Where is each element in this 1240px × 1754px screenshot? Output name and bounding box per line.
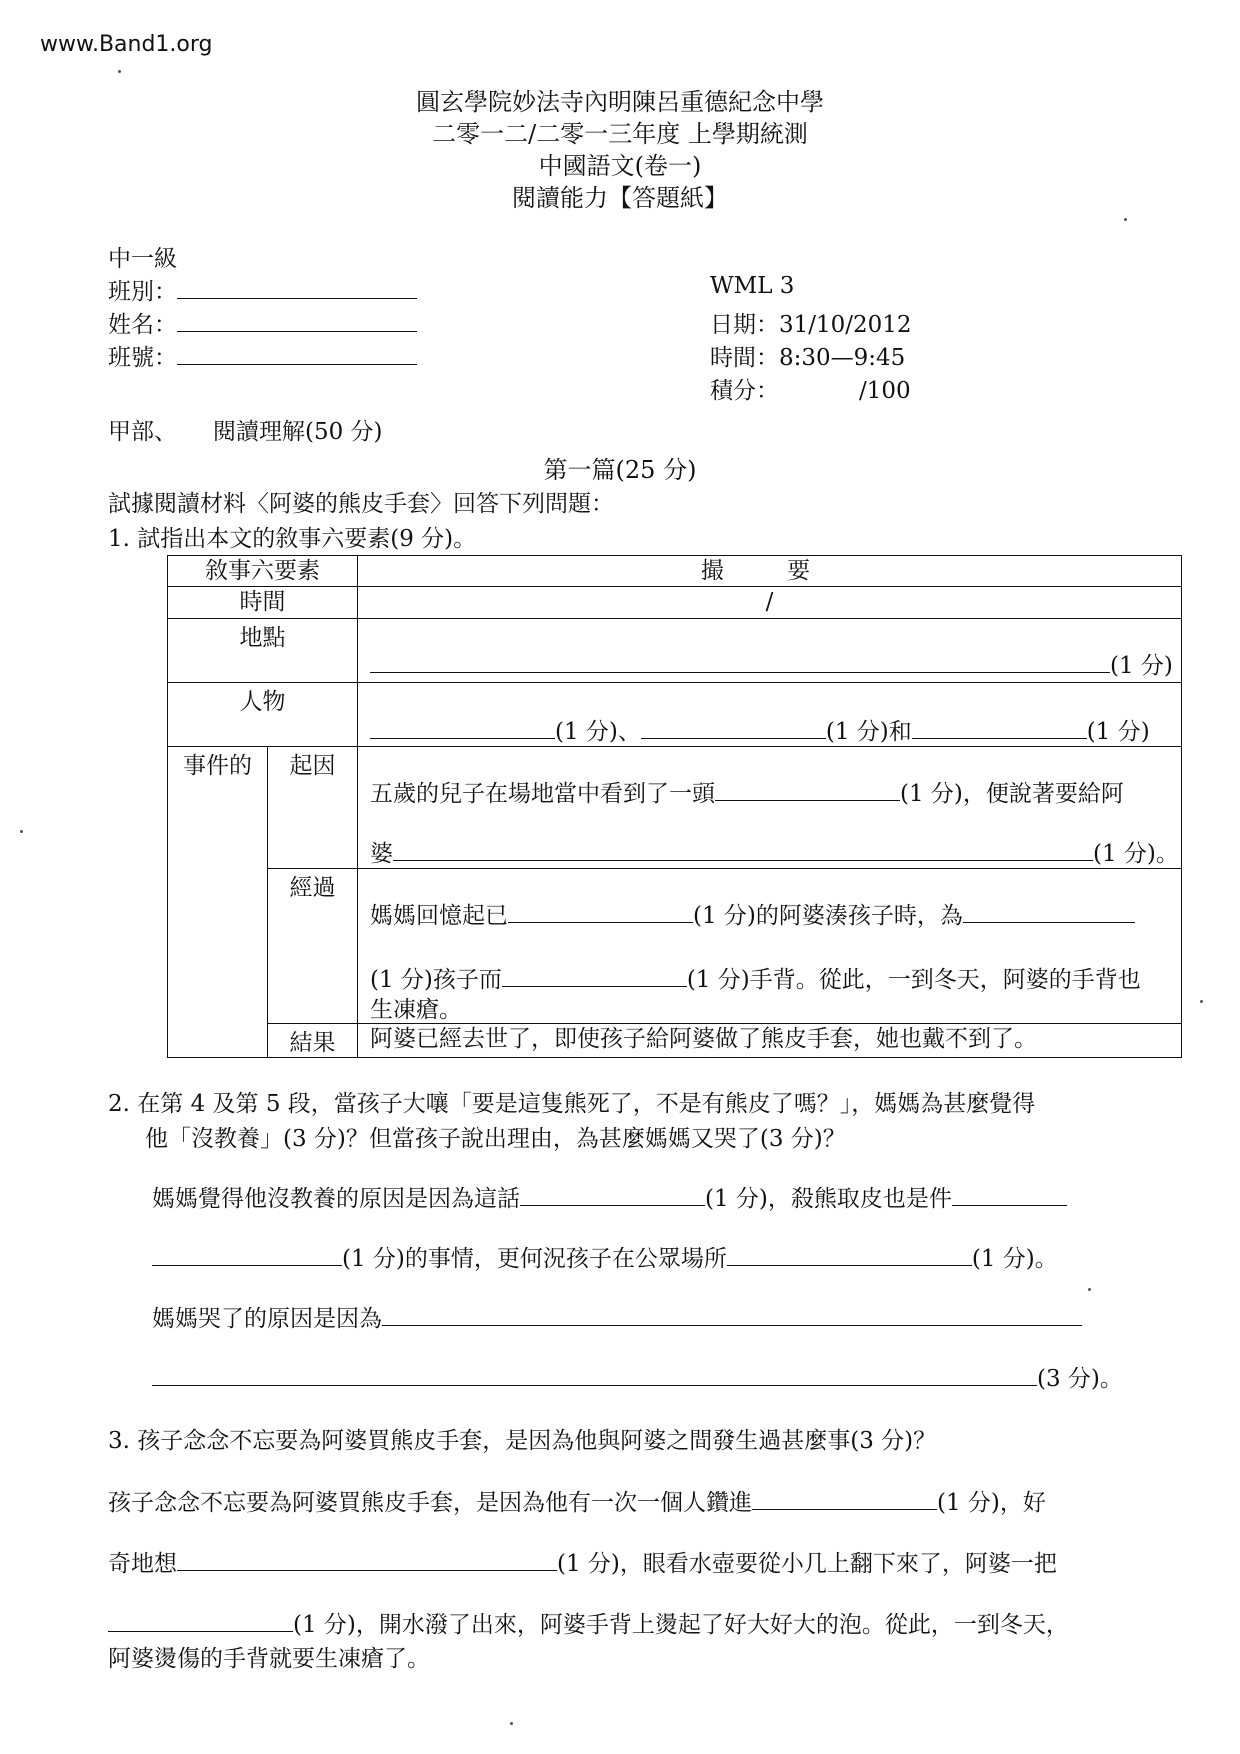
class-label: 班別：: [108, 279, 177, 305]
scan-speck: [118, 70, 121, 73]
q2-blank-6[interactable]: [152, 1363, 1037, 1386]
cause-text-1: 五歲的兒子在場地當中看到了一頭: [370, 781, 715, 807]
time-label: 時間: [168, 587, 358, 619]
q1-prompt: 1. 試指出本文的敘事六要素(9 分)。: [108, 526, 477, 552]
q3-answer-line-1: [108, 1484, 1046, 1517]
q3-answer-line-2: [108, 1545, 1057, 1578]
cause-line-1: [370, 775, 1124, 808]
process-cell: [358, 869, 1182, 1024]
score-row: [710, 372, 911, 405]
passage-title: 第一篇(25 分): [543, 456, 697, 484]
col-header-summary: 撮 要: [358, 556, 1182, 587]
elements-table: [167, 555, 1182, 1058]
number-label: 班號：: [108, 345, 177, 371]
people-cell: [358, 683, 1182, 747]
q2-answer-line-1: [152, 1180, 1067, 1213]
q2-blank-5[interactable]: [382, 1303, 1082, 1326]
scan-speck: [1124, 218, 1127, 221]
cause-blank-2[interactable]: [393, 838, 1093, 861]
q2-answer-line-4: [152, 1360, 1123, 1393]
name-label: 姓名：: [108, 312, 177, 338]
q3-text-1: 孩子念念不忘要為阿婆買熊皮手套，是因為他有一次一個人鑽進: [108, 1490, 752, 1516]
score-label: 積分：: [710, 378, 779, 404]
process-blank-3[interactable]: [502, 964, 687, 987]
place-mark: (1 分): [1110, 653, 1173, 679]
form-level: 中一級: [108, 246, 177, 272]
cause-text-3: 婆: [370, 841, 393, 867]
time-value: /: [358, 587, 1182, 619]
people-mark-1: (1 分)、: [555, 719, 641, 745]
q3-text-2: (1 分)，好: [937, 1490, 1046, 1516]
people-mark-3: (1 分): [1086, 719, 1150, 745]
watermark: www.Band1.org: [40, 32, 213, 57]
q3-blank-3[interactable]: [108, 1609, 293, 1632]
q2-a2-text-1: 媽媽哭了的原因是因為: [152, 1306, 382, 1332]
scan-speck: [1088, 1288, 1091, 1291]
part-label: 甲部、: [108, 419, 177, 445]
scan-speck: [1200, 1000, 1203, 1003]
q3-answer-line-3: [108, 1606, 1069, 1639]
process-text-3: (1 分)孩子而: [370, 967, 502, 993]
score-total: /100: [859, 378, 911, 404]
place-blank[interactable]: [370, 650, 1110, 673]
q3-text-6: 阿婆燙傷的手背就要生凍瘡了。: [108, 1646, 430, 1672]
q2-blank-2[interactable]: [952, 1183, 1067, 1206]
exam-date: 日期：31/10/2012: [710, 312, 912, 338]
process-label: 經過: [268, 869, 358, 1024]
number-field[interactable]: [108, 339, 417, 372]
q2-answer-line-2: [152, 1240, 1058, 1273]
people-blank-3[interactable]: [912, 716, 1087, 739]
exam-code: WML 3: [710, 273, 795, 299]
part-title: 閱讀理解(50 分): [213, 419, 383, 445]
exam-year: 二零一二/二零一三年度 上學期統測: [432, 120, 808, 148]
process-line-2: [370, 961, 1141, 994]
cause-text-2: (1 分)，便說著要給阿: [900, 781, 1124, 807]
q2-blank-1[interactable]: [520, 1183, 705, 1206]
people-mark-2: (1 分)和: [825, 719, 912, 745]
q2-a1-text-1: 媽媽覺得他沒教養的原因是因為這話: [152, 1186, 520, 1212]
place-cell: [358, 619, 1182, 683]
people-blank-1[interactable]: [370, 716, 555, 739]
school-name: 圓玄學院妙法寺內明陳呂重德紀念中學: [416, 88, 824, 116]
name-blank[interactable]: [177, 309, 417, 332]
place-answer[interactable]: [370, 647, 1173, 680]
q3-text-4: (1 分)，眼看水壺要從小几上翻下來了，阿婆一把: [557, 1551, 1057, 1577]
q2-prompt-1: 2. 在第 4 及第 5 段，當孩子大嚷「要是這隻熊死了，不是有熊皮了嗎？」，媽媽為甚麼覺得: [108, 1091, 1036, 1117]
people-answer: [370, 713, 1150, 746]
result-label: 結果: [268, 1024, 358, 1058]
class-field[interactable]: [108, 273, 417, 306]
scan-speck: [20, 830, 23, 833]
process-text-1: 媽媽回憶起已: [370, 903, 508, 929]
q3-text-3: 奇地想: [108, 1551, 177, 1577]
q2-a1-text-2: (1 分)，殺熊取皮也是件: [705, 1186, 952, 1212]
exam-time: 時間：8:30—9:45: [710, 345, 906, 371]
process-blank-2[interactable]: [963, 900, 1135, 923]
process-blank-1[interactable]: [508, 900, 693, 923]
process-text-4: (1 分)手背。從此，一到冬天，阿婆的手背也: [686, 967, 1141, 993]
q3-text-5: (1 分)，開水潑了出來，阿婆手背上燙起了好大好大的泡。從此，一到冬天，: [293, 1612, 1069, 1638]
cause-line-2: [370, 835, 1179, 868]
q2-a2-text-2: (3 分)。: [1037, 1366, 1123, 1392]
cause-text-4: (1 分)。: [1093, 841, 1179, 867]
q2-a1-text-4: (1 分)。: [971, 1246, 1058, 1272]
instruction: 試據閱讀材料〈阿婆的熊皮手套〉回答下列問題：: [108, 491, 614, 517]
place-label: 地點: [168, 619, 358, 683]
q3-prompt: 3. 孩子念念不忘要為阿婆買熊皮手套，是因為他與阿婆之間發生過甚麼事(3 分)？: [108, 1428, 937, 1454]
name-field[interactable]: [108, 306, 417, 339]
number-blank[interactable]: [177, 342, 417, 365]
q3-blank-1[interactable]: [752, 1487, 937, 1510]
q2-prompt-2: 他「沒教養」(3 分)？但當孩子說出理由，為甚麼媽媽又哭了(3 分)？: [145, 1126, 846, 1152]
cause-cell: [358, 747, 1182, 869]
col-header-elements: 敘事六要素: [168, 556, 358, 587]
q2-blank-4[interactable]: [727, 1243, 972, 1266]
subject-title: 中國語文(卷一): [538, 152, 702, 180]
q2-answer-line-3: [152, 1300, 1082, 1333]
q3-blank-2[interactable]: [177, 1548, 557, 1571]
people-blank-2[interactable]: [641, 716, 826, 739]
people-label: 人物: [168, 683, 358, 747]
event-label: 事件的: [168, 747, 268, 1058]
scan-speck: [510, 1722, 513, 1725]
cause-blank-1[interactable]: [715, 778, 900, 801]
paper-title: 閱讀能力【答題紙】: [512, 184, 728, 212]
process-line-1: [370, 897, 1135, 930]
q2-blank-3[interactable]: [152, 1243, 342, 1266]
class-blank[interactable]: [177, 276, 417, 299]
result-text: 阿婆已經去世了，即使孩子給阿婆做了熊皮手套，她也戴不到了。: [358, 1024, 1182, 1058]
part-heading: [108, 413, 383, 446]
process-text-2: (1 分)的阿婆湊孩子時，為: [693, 903, 963, 929]
cause-label: 起因: [268, 747, 358, 869]
q2-a1-text-3: (1 分)的事情，更何況孩子在公眾場所: [342, 1246, 727, 1272]
process-text-5: 生凍瘡。: [370, 997, 462, 1023]
